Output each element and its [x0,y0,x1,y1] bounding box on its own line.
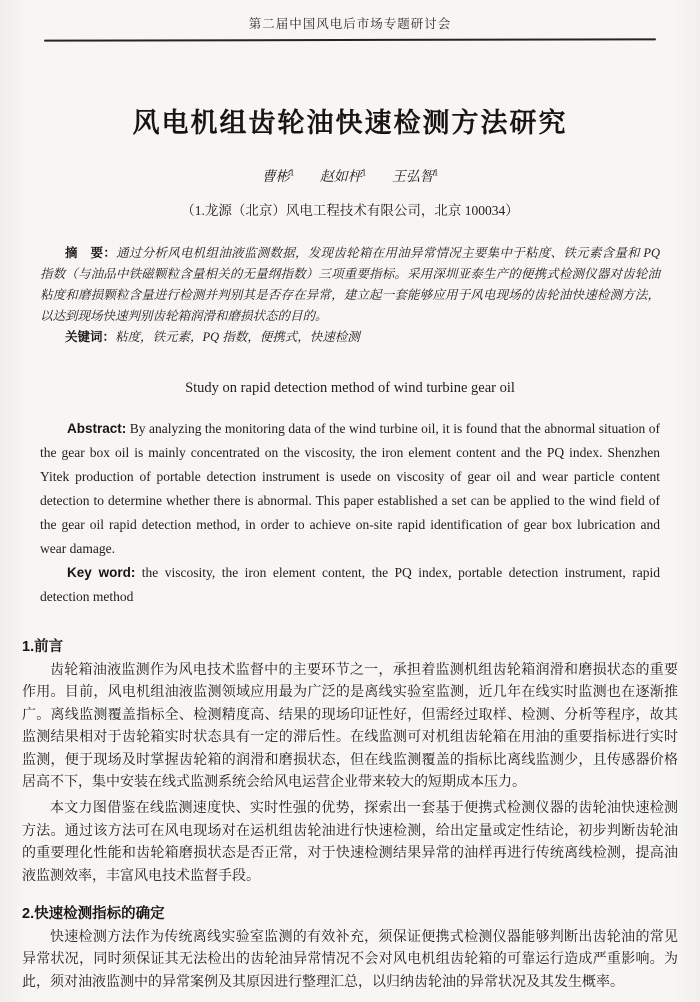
keywords-chinese-label: 关键词： [65,330,116,344]
header-rule [44,38,656,41]
author-name: 赵如枰 [319,170,362,185]
section-2-heading: 2.快速检测指标的确定 [22,906,165,923]
keywords-chinese [40,327,660,348]
author [319,167,367,185]
keywords-english [40,561,660,609]
paper-title: 风电机组齿轮油快速检测方法研究 [132,108,568,138]
keywords-chinese-text: 粘度，铁元素，PQ 指数，便携式，快速检测 [115,330,360,344]
author-affiliation-marker: 1 [289,167,295,178]
author-name: 王弘智 [391,170,434,185]
author-affiliation-marker: 1 [361,167,367,178]
author [391,167,439,185]
running-head: 第二届中国风电后市场专题研讨会 [248,17,452,31]
abstract-english [40,417,660,561]
abstract-chinese [40,243,660,327]
section-1-paragraph: 本文力图借鉴在线监测速度快、实时性强的优势，探索出一套基于便携式检测仪器的齿轮油快速检测方法。通过该方法可在风电现场对在运机组齿轮油进行快速检测，给出定量或定性结论，初步判断齿轮油的重要理化性能和齿轮箱磨损状态是否正常，对于快速检测结果异常的油样再进行传统离线检测，提高油液监测效率，丰富风电技术监督手段。 [22,801,678,884]
keywords-english-label: Key word: [67,565,136,580]
affiliation: （1.龙源（北京）风电工程技术有限公司，北京 100034） [181,203,519,218]
abstract-chinese-label: 摘 要： [65,246,117,260]
author-name: 曹彬 [261,170,290,185]
english-title: Study on rapid detection method of wind turbine gear oil [185,380,515,396]
author-affiliation-marker: 1 [433,167,439,178]
abstract-chinese-text: 通过分析风电机组油液监测数据，发现齿轮箱在用油异常情况主要集中于粘度、铁元素含量和 PQ 指数（与油品中铁磁颗粒含量相关的无量纲指数）三项重要指标。采用深圳亚泰生产的便携式检测仪器对齿轮油粘度和磨损颗粒含量进行检测并判别其是否存在异常，建立起一套能够应用于风电现场的齿轮油快速检测方法，以达到现场快速判别齿轮箱润滑和磨损状态的目的。 [40,246,660,323]
section-1-paragraph: 齿轮箱油液监测作为风电技术监督中的主要环节之一，承担着监测机组齿轮箱润滑和磨损状态的重要作用。目前，风电机组油液监测领域应用最为广泛的是离线实验室监测，近几年在线实时监测也在逐渐推广。离线监测覆盖指标全、检测精度高、结果的现场印证性好，但需经过取样、检测、分析等程序，故其监测结果相对于齿轮箱实时状态具有一定的滞后性。在线监测可对机组齿轮箱在用油的重要指标进行实时监测，便于现场及时掌握齿轮箱的润滑和磨损状态，但在线监测覆盖的指标比离线监测少，且传感器价格居高不下，集中安装在线式监测系统会给风电运营企业带来较大的短期成本压力。 [22,663,678,791]
keywords-english-text: the viscosity, the iron element content, the PQ index, portable detection instrument, rapid detection method [40,565,660,604]
section-1-heading: 1.前言 [22,639,64,655]
author [261,167,295,185]
author-list [0,166,700,186]
abstract-english-label: Abstract: [67,421,127,436]
section-2-paragraph: 快速检测方法作为传统离线实验室监测的有效补充，须保证便携式检测仪器能够判断出齿轮油的常见异常状况，同时须保证其无法检出的齿轮油异常情况不会对风电机组齿轮箱的可靠运行造成严重影响。为此，须对油液监测中的异常案例及其原因进行整理汇总，以归纳齿轮油的异常状况及其发生概率。 [22,930,678,990]
abstract-english-text: By analyzing the monitoring data of the wind turbine oil, it is found that the abnormal situation of the gear box oil is mainly concentrated on the viscosity, the iron element content and the PQ index. Shenzhen Yitek production of portable detection instrument is usede on viscosity of gear oil and wear particle content detection to determine whether there is abnormal. This paper established a set can be applied to the wind field of the gear oil rapid detection method, in order to achieve on-site rapid identification of gear box lubrication and wear damage. [40,421,661,556]
